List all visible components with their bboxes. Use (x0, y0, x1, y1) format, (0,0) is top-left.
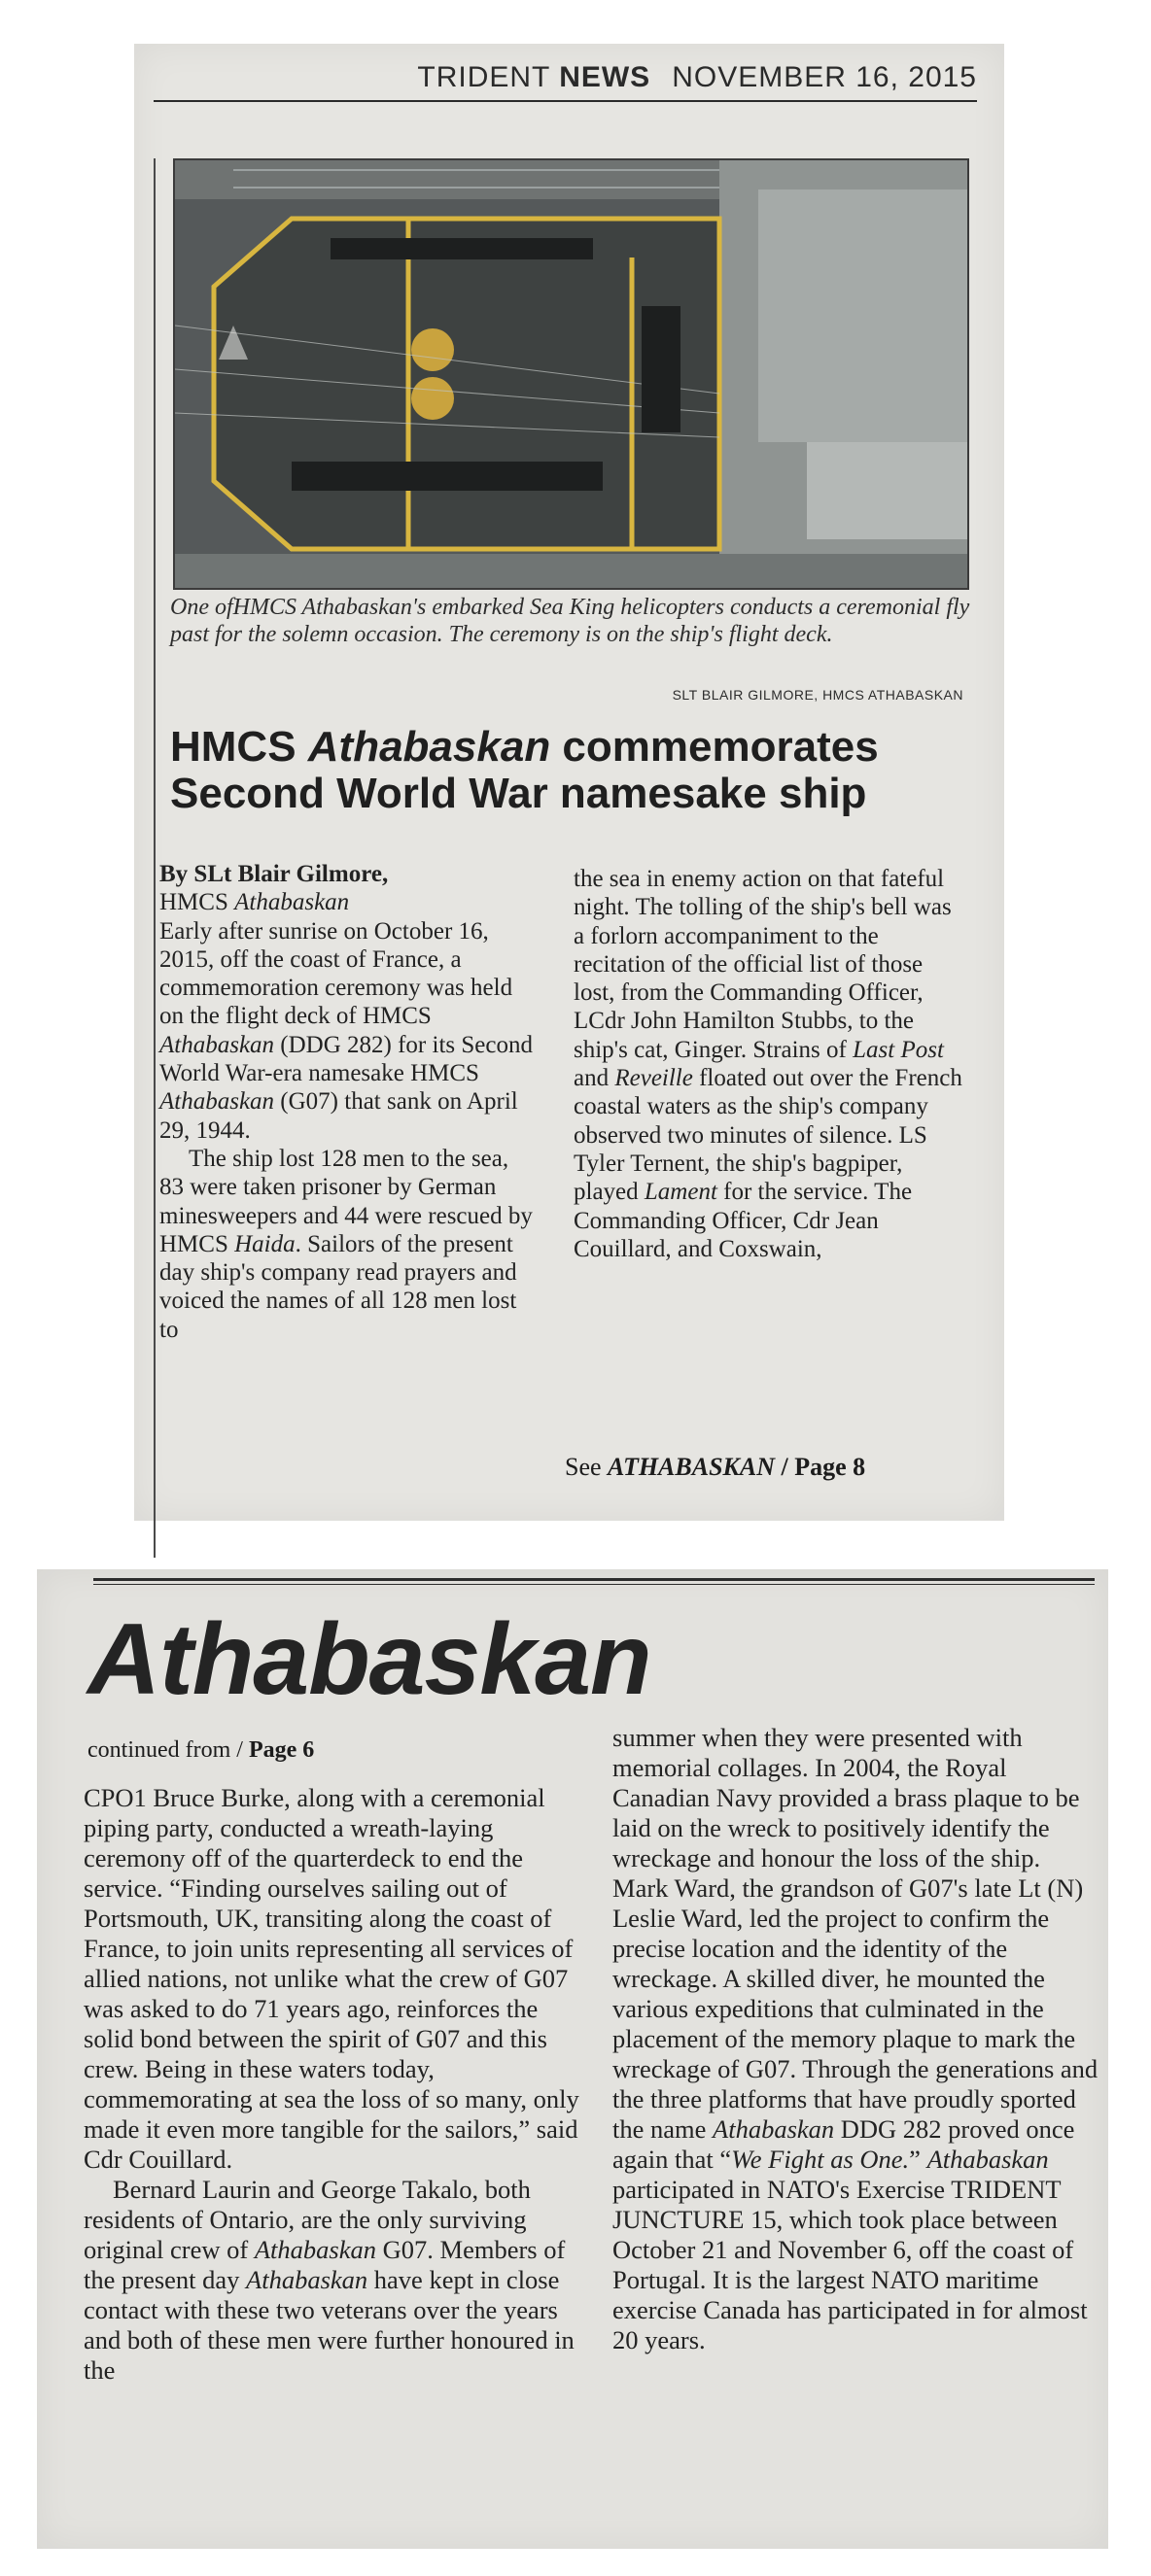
article-headline: HMCS Athabaskan commemorates Second World War namesake ship (170, 723, 879, 817)
paragraph: the sea in enemy action on that fateful night. The tolling of the ship's bell was a forlorn accompaniment to the recitation of the official list of those lost, from the Commanding Officer, LCdr John Hamilton Stubbs, to the ship's cat, Ginger. Strains of Last Post and Reveille floated out over the French coastal waters as the ship's company observed two minutes of silence. LS Tyler Ternent, the ship's bagpiper, played Lament for the service. The Commanding Officer, Cdr Jean Couillard, and Coxswain, (574, 866, 962, 1262)
paragraph: summer when they were presented with memorial collages. In 2004, the Royal Canadian Navy provided a brass plaque to be laid on the wreck to positively identify the wreckage and honour the loss of the ship. Mark Ward, the grandson of G07's late Lt (N) Leslie Ward, led the project to confirm the precise location and the identity of the wreckage. A skilled diver, he mounted the various expeditions that culminated in the placement of the memory plaque to mark the wreckage of G07. Through the generations and the three platforms that have proudly sported the name Athabaskan DDG 282 proved once again that “We Fight as One.” Athabaskan participated in NATO's Exercise TRIDENT JUNCTURE 15, which took place between October 21 and November 6, off the coast of Portugal. It is the largest NATO maritime exercise Canada has participated in for almost 20 years. (612, 1723, 1099, 2354)
continuation-title: Athabaskan (87, 1603, 651, 1716)
byline-author: By SLt Blair Gilmore, (159, 861, 389, 887)
paragraph: CPO1 Bruce Burke, along with a ceremonial piping party, conducted a wreath-laying ceremony off of the quarterdeck to end the service. “Finding ourselves sailing out of Portsmouth, UK, transiting along the coast of France, to join units representing all services of allied nations, not unlike what the crew of G07 was asked to do 71 years ago, reinforces the solid bond between the spirit of G07 and this crew. Being in these waters today, commemorating at sea the loss of so many, only made it even more tangible for the sailors,” said Cdr Couillard. (84, 1783, 579, 2174)
continued-from: continued from / Page 6 (87, 1737, 315, 1763)
paragraph: Early after sunrise on October 16, 2015, off the coast of France, a commemoration ceremony was held on the flight deck of HMCS Athabaskan (DDG 282) for its Second World War-era namesake HMCS Athabaskan (G07) that sank on April 29, 1944. (159, 917, 533, 1144)
continuation-clipping (37, 1569, 1108, 2549)
byline-organization: HMCS Athabaskan (159, 889, 350, 916)
photo-caption: One ofHMCS Athabaskan's embarked Sea King helicopters conducts a ceremonial fly past for the solemn occasion. The ceremony is on the ship's flight deck. (170, 595, 970, 647)
article-column-2 (574, 865, 967, 1263)
flight-deck-illustration (175, 160, 967, 588)
flight-deck-photo (173, 158, 969, 590)
photo-credit: SLT BLAIR GILMORE, HMCS ATHABASKAN (672, 687, 963, 703)
masthead (154, 61, 977, 102)
article-column-1 (159, 860, 534, 1344)
continued-reference: See ATHABASKAN / Page 8 (565, 1453, 866, 1481)
column-rule (154, 158, 156, 1558)
continuation-column-1 (84, 1783, 594, 2386)
article-clipping (134, 44, 1004, 1521)
continuation-column-2 (612, 1723, 1099, 2355)
paragraph: The ship lost 128 men to the sea, 83 were taken prisoner by German minesweepers and 44 were rescued by HMCS Haida. Sailors of the present day ship's company read prayers and voiced the names of all 128 men lost to (159, 1145, 533, 1343)
paragraph: Bernard Laurin and George Takalo, both residents of Ontario, are the only surviving original crew of Athabaskan G07. Members of the present day Athabaskan have kept in close contact with these two veterans over the years and both of these men were further honoured in the (84, 2175, 575, 2385)
newspaper-name: TRIDENT NEWS (417, 61, 651, 93)
issue-date: NOVEMBER 16, 2015 (672, 61, 977, 93)
top-rule (93, 1578, 1095, 1585)
